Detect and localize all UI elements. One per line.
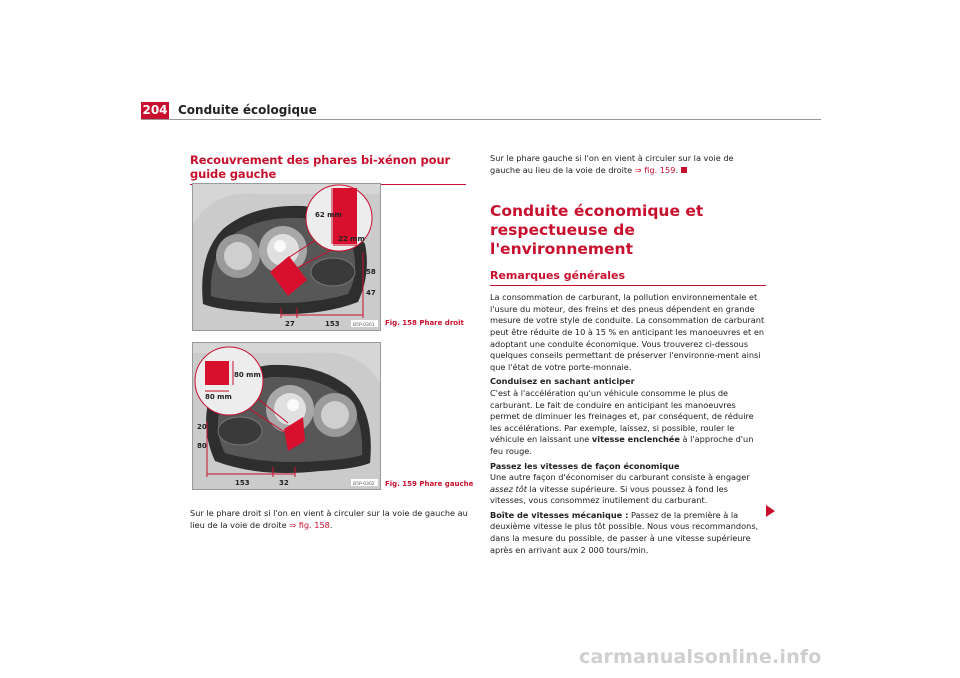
- watermark: carmanualsonline.info: [579, 646, 822, 668]
- fig-158-link[interactable]: ⇒ fig. 158: [289, 519, 330, 530]
- chapter-heading: Conduite économique et respectueuse de l'environnement: [490, 202, 704, 259]
- fig158-label-f: 153: [325, 320, 340, 328]
- fig158-label-b: 22 mm: [338, 235, 365, 243]
- figure-158-right-headlight: [192, 183, 381, 331]
- sub-heading: Remarques générales: [490, 269, 766, 286]
- fig159-label-f: 32: [279, 479, 289, 487]
- right-column: [490, 153, 766, 556]
- paragraph-1: La consommation de carburant, la pollution environnementale et l'usure du moteur, des freins et des pneus dépendent en grande mesure de votre style de conduite. La consommation de carburant peut être réduite de 10 à 15 % en anticipant les manoeuvres et en adoptant une conduite économique. Vous trouverez ci-dessous quelques conseils permettant de préserver l'environne-ment ainsi que l'état de votre porte-monnaie.: [490, 292, 765, 372]
- figure-159-caption: Fig. 159 Phare gauche: [385, 480, 474, 488]
- header-divider: [141, 119, 821, 120]
- fig159-code: B5P-0302: [353, 482, 375, 487]
- left-paragraph: Sur le phare droit si l'on en vient à circuler sur la voie de gauche au lieu de la voie de droite ⇒ fig. 158.: [190, 508, 468, 530]
- fig-159-link[interactable]: ⇒ fig. 159: [634, 164, 676, 175]
- fig159-label-c: 20: [197, 423, 207, 431]
- fig159-label-e: 153: [235, 479, 250, 487]
- fig159-label-b: 80 mm: [205, 393, 232, 401]
- end-of-section-marker: [681, 167, 687, 173]
- figure-158-caption: Fig. 158 Phare droit: [385, 319, 464, 327]
- paragraph-4: Boîte de vitesses mécanique : Passez de la première à la deuxième vitesse le plus tôt possible. Nous vous recommandons, dans la mesure du possible, de passer à une vitesse supérieure après en arrivant aux 2 000 tours/min.: [490, 509, 759, 555]
- paragraph-2: C'est à l'accélération qu'un véhicule consomme le plus de carburant. Le fait de conduire en anticipant les manoeuvres permet de diminuer les freinages et, par conséquent, de réduire les accélérations. Par exemple, laissez, si possible, rouler le véhicule en laissant une vitesse enclenchée à l'approche d'un feu rouge.: [490, 387, 754, 456]
- heading-gears: Passez les vitesses de façon économique: [490, 460, 680, 471]
- page-number: 204: [142, 103, 168, 117]
- heading-anticipate: Conduisez en sachant anticiper: [490, 376, 635, 387]
- chapter-title: Conduite écologique: [178, 103, 317, 117]
- section-heading: Recouvrement des phares bi-xénon pour guide gauche: [190, 153, 466, 185]
- fig158-code: B5P-0301: [353, 323, 375, 328]
- fig159-label-d: 80: [197, 442, 207, 450]
- next-page-arrow-icon: [766, 505, 775, 517]
- figure-159-left-headlight: [192, 342, 381, 490]
- fig158-label-e: 27: [285, 320, 295, 328]
- fig159-label-a: 80 mm: [234, 371, 261, 379]
- fig158-label-c: 58: [366, 268, 376, 276]
- paragraph-3: Une autre façon d'économiser du carburant consiste à engager assez tôt la vitesse supérieure. Si vous poussez à fond les vitesses, vous consommez inutilement du carburant.: [490, 472, 750, 506]
- intro-paragraph: Sur le phare gauche si l'on en vient à circuler sur la voie de gauche au lieu de la voie de droite ⇒ fig. 159.: [490, 153, 734, 175]
- fig158-label-a: 62 mm: [315, 211, 342, 219]
- fig158-label-d: 47: [366, 289, 376, 297]
